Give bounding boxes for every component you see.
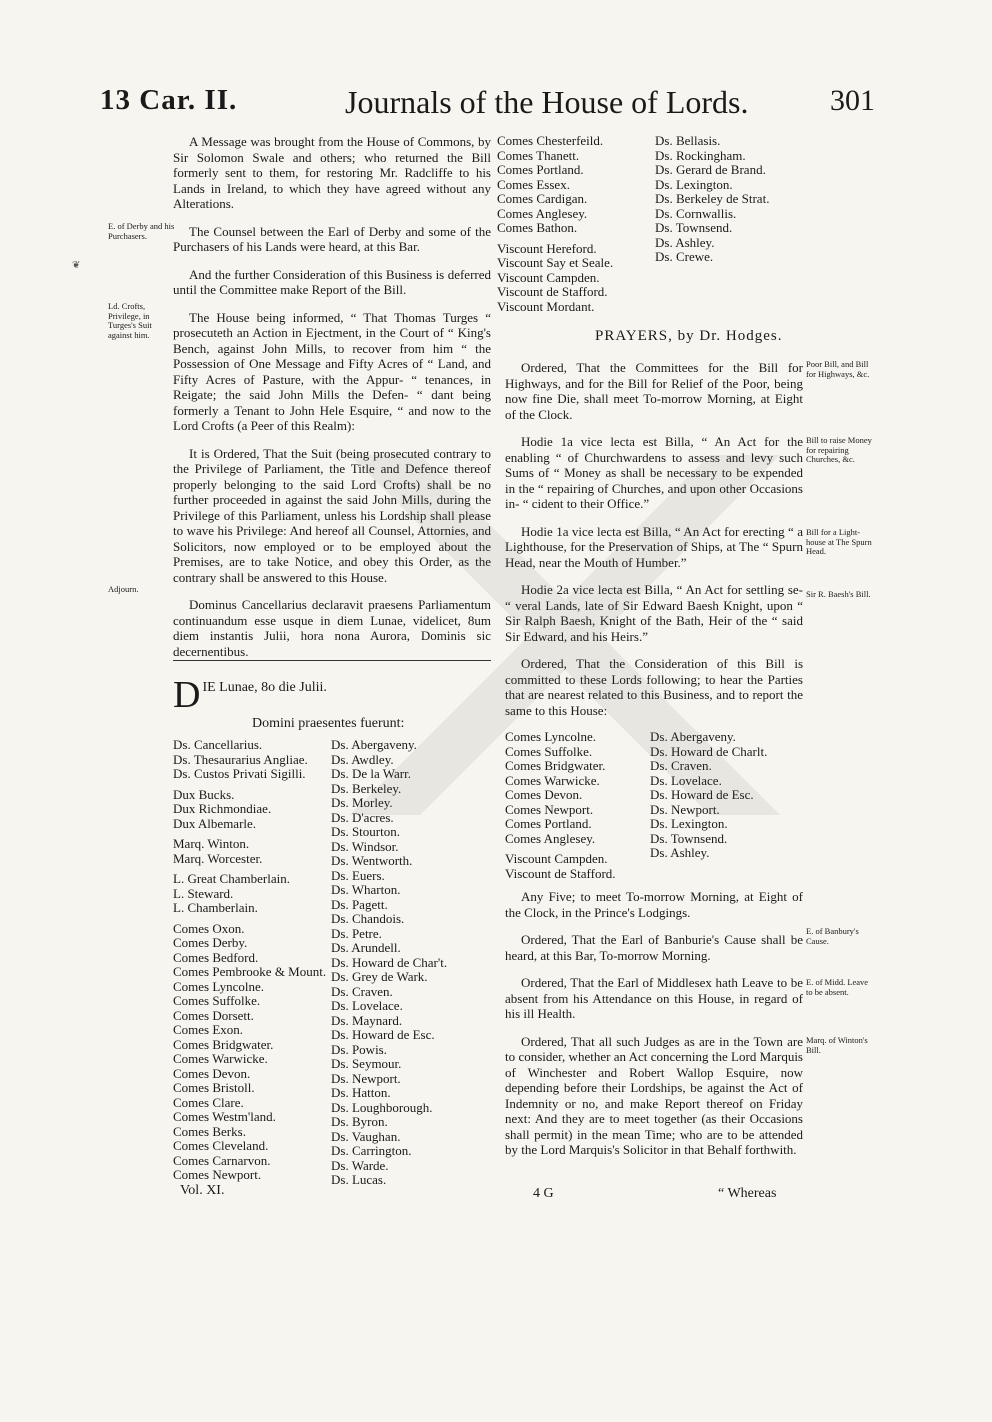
present-lord: Ds. Windsor. [331, 838, 399, 854]
present-lord: Ds. Lucas. [331, 1172, 387, 1187]
present-lord: Comes Devon. [173, 1065, 251, 1081]
present-lord: Ds. Euers. [331, 867, 385, 883]
present-lord: L. Chamberlain. [173, 900, 258, 915]
present-lord: Ds. Pagett. [331, 896, 388, 912]
committee-lord: Comes Lyncolne. [505, 729, 596, 744]
present-lord: Comes Thanett. [497, 147, 580, 163]
present-lord: Comes Newport. [173, 1167, 262, 1182]
margin-note-banbury: E. of Banbury's Cause. [806, 926, 859, 946]
committee-lord: Viscount Campden. [505, 851, 608, 866]
present-lord: Ds. De la Warr. [331, 766, 411, 781]
present-lord: Ds. Ashley. [655, 234, 715, 250]
margin-note-adjourn: Adjourn. [108, 584, 139, 594]
paragraph-any-five: Any Five; to meet To-morrow Morning, at Eight of the Clock, in the Prince's Lodgings. [505, 889, 803, 920]
margin-note-middlesex: E. of Midd. Leave to be absent. [806, 977, 869, 997]
committee-lord: Comes Warwicke. [505, 772, 600, 788]
drop-cap: D [173, 674, 201, 716]
present-lord: Comes Oxon. [173, 920, 245, 936]
present-lord: Comes Bridgwater. [173, 1036, 274, 1052]
paragraph-further-consideration: And the further Consideration of this Business is deferred until the Committee make Report of the Bill. [173, 266, 491, 297]
paragraph-crofts-order: It is Ordered, That the Suit (being prosecuted contrary to the Privilege of Parliament, the Title and Defence thereof properly belonging to the said Lord Crofts) shall be no further proceeded in against the said John Mills, during the Privilege of this Parliament, unless his Lordship shall please to wave his Privilege: And hereof all Counsel, Attornies, and Solicitors, now employed or to be employed about the Premises, are to take Notice, and obey this Order, as the contrary shall be answered to this House. [173, 445, 491, 585]
present-lord: Comes Berks. [173, 1123, 246, 1139]
present-lord: Comes Chesterfeild. [497, 133, 604, 148]
present-lord: Ds. D'acres. [331, 809, 394, 825]
present-lord: Dux Richmondiae. [173, 801, 272, 816]
present-lord: Ds. Custos Privati Sigilli. [173, 766, 306, 781]
committee-lord: Ds. Craven. [650, 758, 712, 773]
paragraph-commons-message: A Message was brought from the House of Commons, by Sir Solomon Swale and others; who returned the Bill formerly sent to them, for restoring Mr. Radcliffe to his Lands in Ireland, to which they have agreed without any Alterations. [173, 134, 491, 211]
present-lord: Comes Warwicke. [173, 1051, 268, 1066]
present-lord: Ds. Berkeley de Strat. [655, 191, 770, 206]
paragraph-middlesex-leave: Ordered, That the Earl of Middlesex hath Leave to be absent from his Attendance on this House, in regard of his ill Health. [505, 975, 803, 1021]
present-lord: Marq. Winton. [173, 836, 250, 851]
present-lord: Ds. Powis. [331, 1041, 387, 1057]
present-lord: Ds. Crewe. [655, 249, 714, 264]
present-lord: Comes Dorsett. [173, 1007, 254, 1023]
present-lord: Comes Bathon. [497, 220, 578, 235]
present-lord: Ds. Hatton. [331, 1085, 391, 1100]
present-lord: Ds. Vaughan. [331, 1128, 401, 1144]
present-lord: Ds. Lexington. [655, 176, 733, 192]
present-lord: Ds. Seymour. [331, 1056, 402, 1071]
watermark-cross [305, 455, 825, 815]
present-lord: Comes Bristoll. [173, 1080, 255, 1095]
present-lord: Dux Albemarle. [173, 815, 257, 831]
paragraph-banbury-cause: Ordered, That the Earl of Banburie's Cause shall be heard, at this Bar, To-morrow Morning. [505, 932, 803, 963]
present-lord: Comes Anglesey. [497, 205, 588, 221]
present-lord: Comes Cleveland. [173, 1138, 269, 1153]
present-lord: Ds. Petre. [331, 925, 382, 941]
day-heading-text: IE Lunae, 8o die Julii. [202, 680, 327, 695]
present-lord: Ds. Howard de Esc. [331, 1027, 435, 1042]
present-lord: Comes Derby. [173, 935, 248, 950]
present-lord: Ds. Morley. [331, 795, 393, 810]
present-lord: Comes Pembrooke & Mount. [173, 964, 327, 979]
present-lord: Ds. Loughborough. [331, 1099, 433, 1115]
present-lord: Ds. Warde. [331, 1157, 389, 1173]
present-lord: Ds. Thesaurarius Angliae. [173, 751, 308, 767]
running-head-regnal-year: 13 Car. II. [100, 84, 238, 116]
present-lord: Ds. Carrington. [331, 1143, 412, 1158]
present-lord: Ds. Byron. [331, 1114, 388, 1129]
present-lord: Ds. Arundell. [331, 940, 401, 955]
present-lord: Viscount Hereford. [497, 240, 597, 256]
prayers-heading: PRAYERS, by Dr. Hodges. [595, 328, 783, 344]
present-lord: Ds. Cornwallis. [655, 205, 737, 221]
paragraph-winton-bill: Ordered, That all such Judges as are in the Town are to consider, whether an Act concerning the Lord Marquis of Winchester and Robert Wallop Esquire, now depending before their Lordships, be against the Act of Indemnity or no, and make Report thereof on Friday next: And they are to meet together (as their Occasions shall permit) in the mean Time; who are to be attended by the Lord Marquis's Solicitor in that Behalf forthwith. [505, 1033, 803, 1157]
present-lord: Ds. Grey de Wark. [331, 969, 428, 984]
present-lord: Viscount Mordant. [497, 298, 595, 314]
present-lord: L. Steward. [173, 885, 234, 901]
present-lord: Ds. Chandois. [331, 911, 405, 926]
present-lord: Comes Bedford. [173, 949, 259, 965]
paragraph-lighthouse-bill: Hodie 1a vice lecta est Billa, “ An Act for erecting “ a Lighthouse, for the Preservation of Ships, at The “ Spurn Head, near the Mouth of Humber.” [505, 523, 803, 570]
margin-note-poor-bill: Poor Bill, and Bill for Highways, &c. [806, 359, 870, 379]
committee-lord: Ds. Ashley. [650, 845, 710, 860]
present-lord: Ds. Awdley. [331, 751, 394, 767]
day-heading [173, 674, 327, 716]
margin-note-derby: E. of Derby and his Purchasers. [108, 221, 175, 241]
present-lord: Ds. Craven. [331, 983, 393, 999]
paragraph-poor-bill: Ordered, That the Committees for the Bill for Highways, and for the Bill for Relief of the Poor, being now fine Die, shall meet To-morrow Morning, at Eight of the Clock. [505, 360, 803, 422]
committee-lord: Ds. Townsend. [650, 830, 728, 846]
present-lord: Ds. Wentworth. [331, 853, 413, 868]
committee-lord: Viscount de Stafford. [505, 865, 616, 881]
present-lord: Comes Portland. [497, 162, 584, 177]
margin-note-churches: Bill to raise Money for repairing Churches, &c. [806, 435, 872, 464]
committee-lord: Comes Newport. [505, 801, 594, 817]
present-lord: Ds. Rockingham. [655, 147, 746, 163]
present-lord: Comes Clare. [173, 1094, 244, 1110]
committee-lord: Comes Devon. [505, 787, 583, 802]
committee-lord: Ds. Abergaveny. [650, 729, 736, 744]
committee-lord: Ds. Newport. [650, 801, 720, 817]
signature-mark: 4 G [533, 1186, 554, 1201]
paragraph-adjournment: Dominus Cancellarius declaravit praesens Parliamentum continuandum esse usque in diem Lunae, videlicet, 8um diem instantis Julii, hora nona Aurora, Dominis sic decernentibus. [173, 597, 491, 659]
present-lord: Viscount de Stafford. [497, 284, 608, 299]
running-head-title: Journals of the House of Lords. [345, 84, 749, 120]
present-lord: Comes Cardigan. [497, 191, 588, 206]
present-lord: Ds. Abergaveny. [331, 737, 417, 752]
margin-mark: ❦ [72, 260, 81, 271]
attendance-continuation-col2 [655, 134, 805, 314]
committee-lord: Ds. Lovelace. [650, 772, 722, 788]
margin-note-winton: Marq. of Winton's Bill. [806, 1035, 868, 1055]
committee-lord: Comes Portland. [505, 816, 592, 831]
present-lord: Ds. Townsend. [655, 220, 733, 235]
present-lord: Ds. Bellasis. [655, 133, 721, 148]
committee-lord: Ds. Howard de Charlt. [650, 743, 768, 759]
margin-note-crofts: Ld. Crofts, Privilege, in Turges's Suit against him. [108, 301, 152, 340]
present-lord: Dux Bucks. [173, 786, 235, 802]
present-lord: Comes Exon. [173, 1022, 244, 1037]
present-lord: Comes Carnarvon. [173, 1152, 271, 1168]
present-lord: Comes Westm'land. [173, 1109, 276, 1124]
present-lord: Comes Essex. [497, 176, 570, 192]
present-lord: Viscount Campden. [497, 269, 600, 285]
paragraph-crofts-information: The House being informed, “ That Thomas Turges “ prosecuteth an Action in Ejectment, in the Court of “ King's Bench, against John Mills, to recover from him “ the Possession of One Message and Fifty Acres of “ Land, and Fifty Acres of Pasture, with the Appur- “ tenances, in Reigate; the said John Mills the Defen- “ dant being formerly a Tenant to John Hele Esquire, “ and now to the Lord Crofts (a Peer of this Realm): [173, 309, 491, 433]
attendance-continuation [497, 134, 805, 314]
present-lord: Ds. Gerard de Brand. [655, 162, 766, 177]
present-lord: Marq. Worcester. [173, 850, 263, 866]
committee-lord: Comes Bridgwater. [505, 758, 606, 773]
catchword: “ Whereas [718, 1186, 777, 1201]
present-lord: Ds. Wharton. [331, 882, 401, 897]
present-lord: Ds. Stourton. [331, 824, 400, 839]
present-lord: Ds. Berkeley. [331, 780, 402, 796]
paragraph-committee-order: Ordered, That the Consideration of this Bill is committed to these Lords following; to hear the Parties that are nearest related to this Business, and to report the same to this House: [505, 656, 803, 718]
present-lord: Ds. Lovelace. [331, 998, 403, 1013]
present-lord: Comes Lyncolne. [173, 978, 264, 994]
present-heading: Domini praesentes fuerunt: [252, 716, 405, 731]
page-number: 301 [830, 84, 875, 117]
present-lord: Ds. Newport. [331, 1070, 401, 1086]
present-lord: Comes Suffolke. [173, 993, 261, 1008]
attendance-continuation-col1 [497, 134, 655, 314]
margin-note-lighthouse: Bill for a Light-house at The Spurn Head. [806, 527, 872, 556]
margin-note-baesh: Sir R. Baesh's Bill. [806, 589, 871, 599]
present-lord: Ds. Maynard. [331, 1012, 403, 1028]
present-lord: Viscount Say et Seale. [497, 255, 614, 270]
paragraph-churches-bill: Hodie 1a vice lecta est Billa, “ An Act for the enabling “ of Churchwardens to assess and levy such Sums of “ Money as shall be necessary to be expended in the “ repairing of Churches, and upon other Occasions in- “ cident to their Office.” [505, 434, 803, 511]
paragraph-baesh-bill: Hodie 2a vice lecta est Billa, “ An Act for settling se- “ veral Lands, late of Sir Edward Baesh Knight, upon “ Sir Ralph Baesh, Knight of the Bath, Heir of the “ said Sir Edward, and his Heirs.” [505, 582, 803, 644]
committee-lord: Ds. Howard de Esc. [650, 787, 754, 802]
present-lord: L. Great Chamberlain. [173, 871, 290, 886]
committee-lord: Comes Anglesey. [505, 830, 596, 846]
committee-lord: Comes Suffolke. [505, 743, 593, 759]
volume-mark: Vol. XI. [180, 1183, 225, 1198]
paragraph-derby-counsel: The Counsel between the Earl of Derby and some of the Purchasers of his Lands were heard, at this Bar. [173, 223, 491, 254]
present-lord: Ds. Howard de Char't. [331, 954, 448, 970]
committee-lord: Ds. Lexington. [650, 816, 728, 831]
present-lord: Ds. Cancellarius. [173, 737, 263, 752]
